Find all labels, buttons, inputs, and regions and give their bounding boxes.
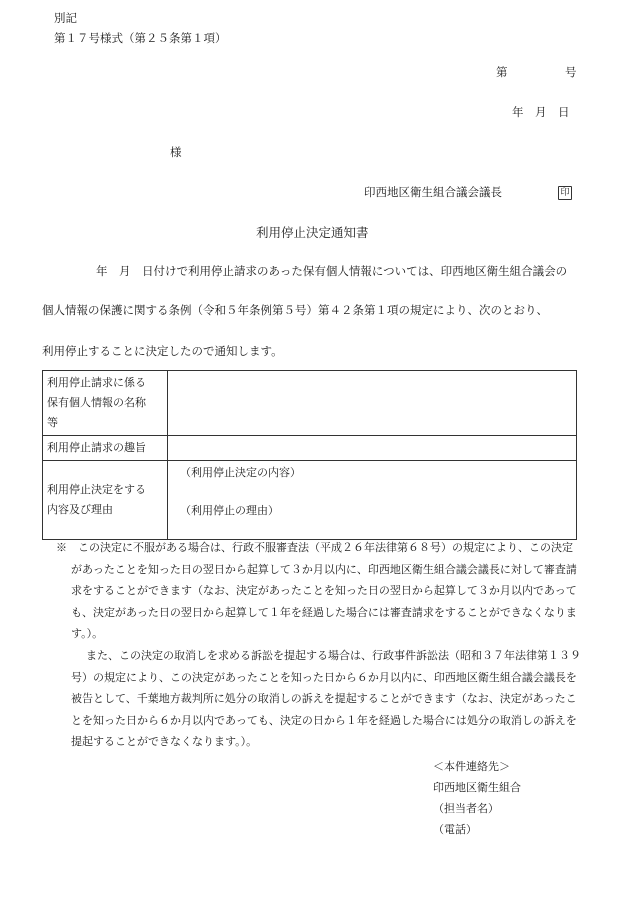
label-line: 保有個人情報の名称 [47,396,146,409]
info-table [42,370,577,540]
contact-organization: 印西地区衛生組合 [433,781,521,794]
note-lawsuit: また、この決定の取消しを求める訴訟を提起する場合は、行政事件訴訟法（昭和３７年法律第１３９号）の規定により、この決定があったことを知った日から６か月以内に、印西地区衛生組合議会議長を被告として、千葉地方裁判所に処分の取消しの訴えを提起することができます（なお、決定があったことを知った日から６か月以内であっても、決定の日から１年を経過した場合には処分の取消しの訴えを提起することができなくなります。）。 [71,648,581,749]
table-row-decision [43,461,577,540]
issue-date: 年 月 日 [512,105,570,119]
decision-reason-heading: （利用停止の理由） [180,504,279,517]
issuer-name: 印西地区衛生組合議会議長 [364,185,502,199]
appendix-label: 別記 [54,11,77,25]
value-decision [168,461,577,540]
label-purpose: 利用停止請求の趣旨 [43,436,168,461]
seal-mark [558,184,572,200]
label-line: 内容及び理由 [47,503,113,516]
addressee-suffix: 様 [170,145,182,159]
contact-block [433,756,521,840]
label-decision [43,461,168,540]
document-number: 第 号 [496,65,577,79]
decision-content-heading: （利用停止決定の内容） [180,466,301,479]
table-row-purpose [43,436,577,461]
contact-phone: （電話） [433,823,477,836]
document-title: 利用停止決定通知書 [256,225,369,240]
label-line: 利用停止決定をする [47,483,146,496]
body-line-3: 利用停止することに決定したので通知します。 [42,344,283,358]
contact-person: （担当者名） [433,802,499,815]
notes-section [56,537,581,753]
value-info-name [168,371,577,436]
label-line: 利用停止請求に係る [47,376,146,389]
form-number: 第１７号様式（第２５条第１項） [54,31,227,45]
label-line: 等 [47,416,58,429]
label-info-name [43,371,168,436]
value-purpose [168,436,577,461]
note-appeal: ※ この決定に不服がある場合は、行政不服審査法（平成２６年法律第６８号）の規定により、この決定があったことを知った日の翌日から起算して３か月以内に、印西地区衛生組合議会議長に対して審査請求をすることができます（なお、決定があったことを知った日の翌日から起算して３か月以内であっても、決定があった日の翌日から起算して１年を経過した場合には審査請求をすることができなくなります。）。 [56,541,577,641]
contact-heading: ＜本件連絡先＞ [433,760,510,773]
body-line-2: 個人情報の保護に関する条例（令和５年条例第５号）第４２条第１項の規定により、次のとおり、 [42,303,548,317]
body-line-1: 年 月 日付けで利用停止請求のあった保有個人情報については、印西地区衛生組合議会の [96,264,568,278]
table-row-info-name [43,371,577,436]
seal-glyph: 印 [558,186,572,200]
